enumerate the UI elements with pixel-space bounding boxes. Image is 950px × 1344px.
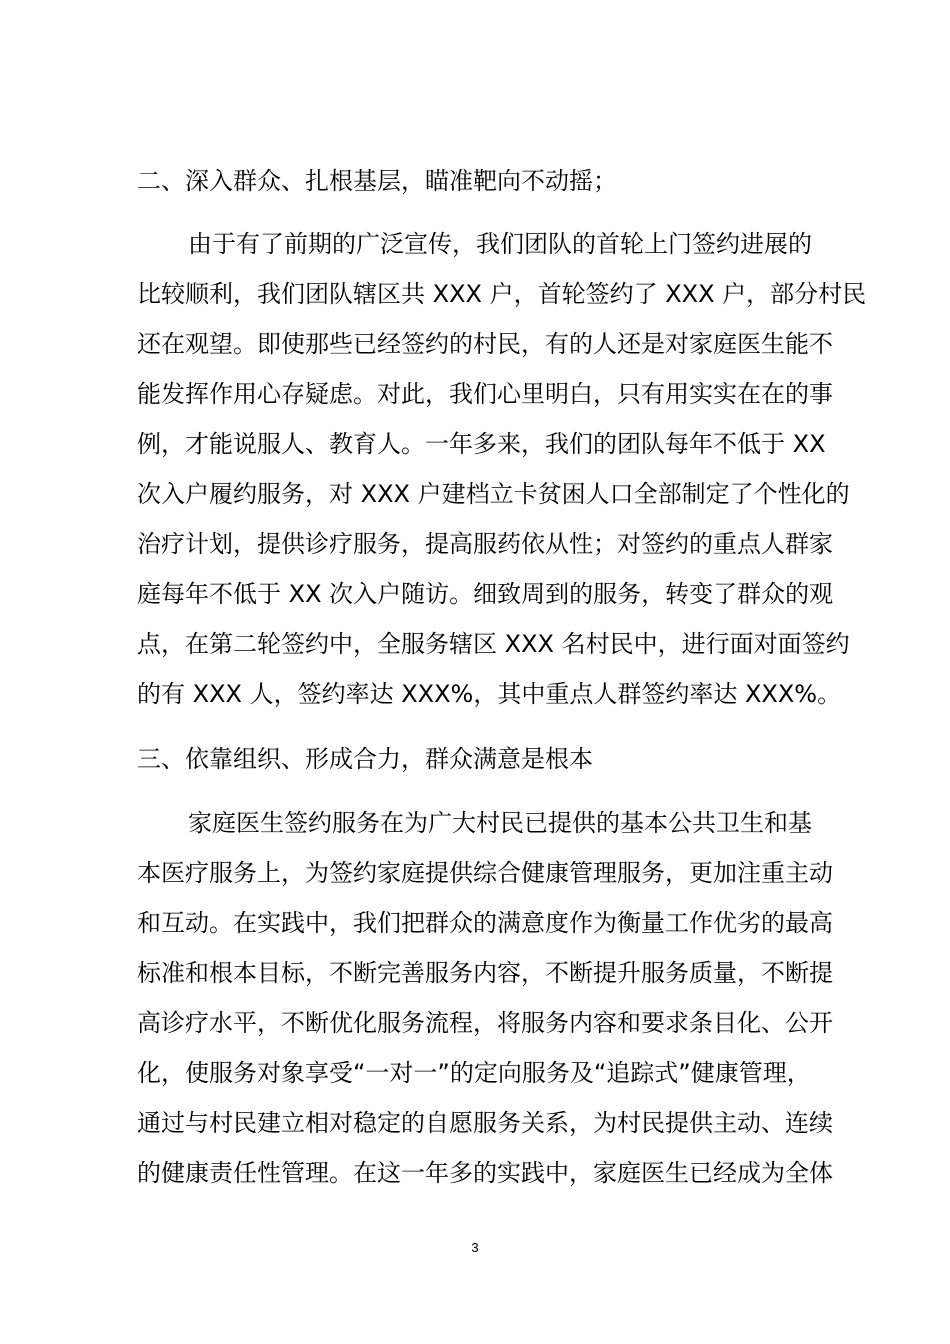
paragraph-line: 还在观望。即使那些已经签约的村民，有的人还是对家庭医生能不 — [137, 330, 833, 358]
paragraph-line: 化，使服务对象享受“一对一”的定向服务及“追踪式”健康管理， — [137, 1059, 811, 1087]
paragraph-line: 的有 XXX 人，签约率达 XXX%，其中重点人群签约率达 XXX%。 — [137, 680, 842, 708]
section-heading-2: 二、深入群众、扎根基层，瞄准靶向不动摇； — [137, 167, 617, 195]
paragraph-line: 能发挥作用心存疑虑。对此，我们心里明白，只有用实实在在的事 — [137, 380, 833, 408]
paragraph-line: 比较顺利，我们团队辖区共 XXX 户，首轮签约了 XXX 户，部分村民 — [137, 280, 867, 308]
paragraph-line: 由于有了前期的广泛宣传，我们团队的首轮上门签约进展的 — [188, 230, 812, 258]
paragraph-line: 通过与村民建立相对稳定的自愿服务关系，为村民提供主动、连续 — [137, 1109, 833, 1137]
paragraph-line: 本医疗服务上，为签约家庭提供综合健康管理服务，更加注重主动 — [137, 859, 833, 887]
paragraph-line: 例，才能说服人、教育人。一年多来，我们的团队每年不低于 XX — [137, 430, 826, 458]
paragraph-line: 高诊疗水平，不断优化服务流程，将服务内容和要求条目化、公开 — [137, 1009, 833, 1037]
paragraph-line: 家庭医生签约服务在为广大村民已提供的基本公共卫生和基 — [188, 809, 812, 837]
paragraph-line: 标准和根本目标，不断完善服务内容，不断提升服务质量，不断提 — [137, 959, 833, 987]
paragraph-line: 的健康责任性管理。在这一年多的实践中，家庭医生已经成为全体 — [137, 1159, 833, 1187]
paragraph-line: 次入户履约服务，对 XXX 户建档立卡贫困人口全部制定了个性化的 — [137, 480, 850, 508]
paragraph-line: 治疗计划，提供诊疗服务，提高服药依从性；对签约的重点人群家 — [137, 530, 833, 558]
paragraph-line: 点，在第二轮签约中，全服务辖区 XXX 名村民中，进行面对面签约 — [137, 630, 850, 658]
paragraph-line: 庭每年不低于 XX 次入户随访。细致周到的服务，转变了群众的观 — [137, 580, 834, 608]
page-number: 3 — [471, 1240, 479, 1255]
section-heading-3: 三、依靠组织、形成合力，群众满意是根本 — [137, 745, 593, 773]
paragraph-line: 和互动。在实践中，我们把群众的满意度作为衡量工作优劣的最高 — [137, 909, 833, 937]
